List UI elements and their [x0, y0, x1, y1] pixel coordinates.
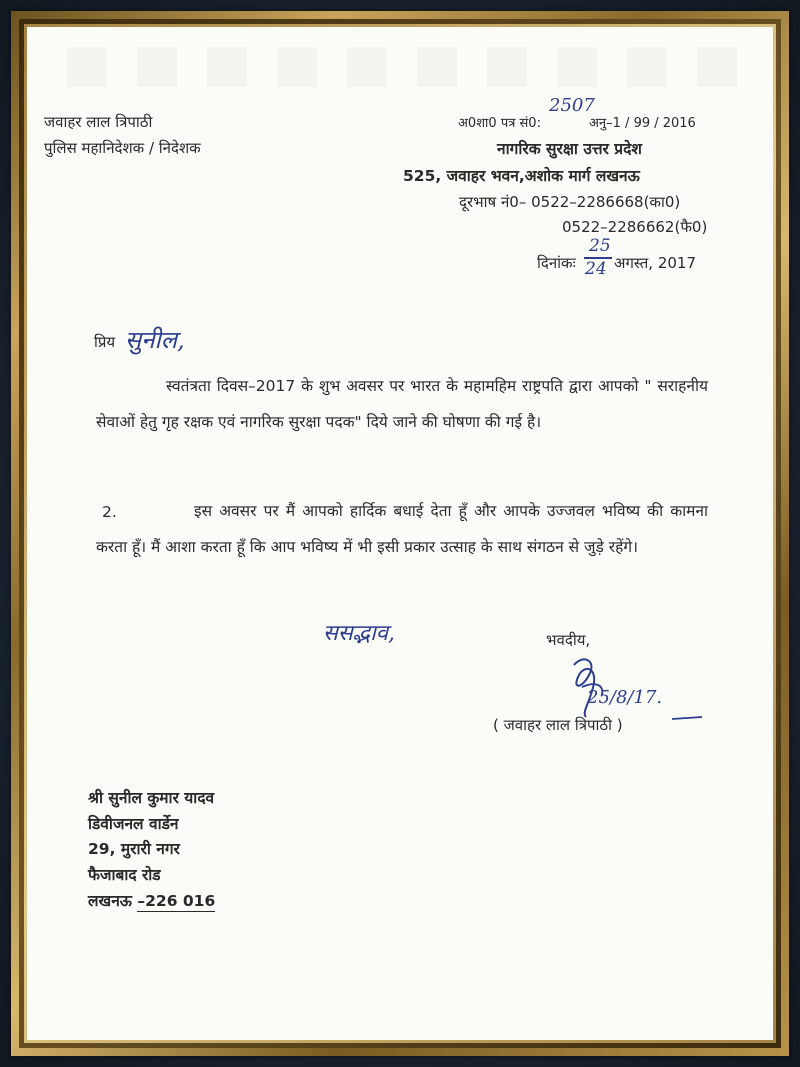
office-name: नागरिक सुरक्षा उत्तर प्रदेश — [497, 140, 642, 158]
signatory-name: ( जवाहर लाल त्रिपाठी ) — [493, 716, 623, 734]
body-paragraph-2: इस अवसर पर मैं आपको हार्दिक बधाई देता हूँ और आपके उज्जवल भविष्य की कामना करता हूँ। मैं आशा करता हूँ कि आप भविष्य में भी इसी प्रकार उत्साह के साथ संगठन से जुड़े रहेंगे। — [96, 502, 708, 556]
closing-yours: भवदीय, — [546, 631, 591, 649]
date-handwritten-bottom: 24 — [585, 259, 607, 279]
sender-designation: पुलिस महानिदेशक / निदेशक — [44, 139, 201, 157]
recipient-pin: –226 016 — [137, 892, 216, 910]
body-paragraph-2-number: 2. — [102, 503, 117, 521]
letter-paper — [27, 27, 773, 1040]
recipient-line-1: श्री सुनील कुमार यादव — [88, 789, 215, 807]
date-handwritten-top: 25 — [589, 236, 611, 256]
reference-number: अनु–1 / 99 / 2016 — [589, 116, 696, 131]
office-address: 525, जवाहर भवन,अशोक मार्ग लखनऊ — [403, 167, 640, 185]
recipient-line-5 — [88, 889, 215, 911]
recipient-line-4: फैजाबाद रोड — [88, 866, 161, 884]
body-paragraph-1: स्वतंत्रता दिवस–2017 के शुभ अवसर पर भारत के महामहिम राष्ट्रपति द्वारा आपको " सराहनीय सेवाओं हेतु गृह रक्षक एवं नागरिक सुरक्षा पदक" दिये जाने की घोषणा की गई है। — [96, 377, 708, 431]
recipient-line-2: डिवीजनल वार्डेन — [88, 815, 179, 833]
closing-handwritten-regards: ससद्भाव, — [323, 621, 396, 646]
picture-frame — [11, 11, 789, 1056]
recipient-city: लखनऊ — [88, 892, 132, 910]
date-label: दिनांकः — [537, 254, 576, 272]
salutation-handwritten-name: सुनील, — [125, 326, 185, 354]
office-phone: दूरभाष नं0– 0522–2286668(का0) — [459, 193, 681, 211]
reference-handwritten-number: 2507 — [549, 95, 595, 116]
salutation-printed: प्रिय — [94, 333, 116, 351]
recipient-line-3: 29, मुरारी नगर — [88, 840, 180, 858]
date-month-year: अगस्त, 2017 — [614, 254, 697, 272]
signature-date: 25/8/17. — [587, 687, 663, 708]
sender-name: जवाहर लाल त्रिपाठी — [44, 113, 153, 131]
reference-label: अ0शा0 पत्र सं0: — [458, 116, 541, 131]
office-fax: 0522–2286662(फै0) — [562, 218, 708, 236]
